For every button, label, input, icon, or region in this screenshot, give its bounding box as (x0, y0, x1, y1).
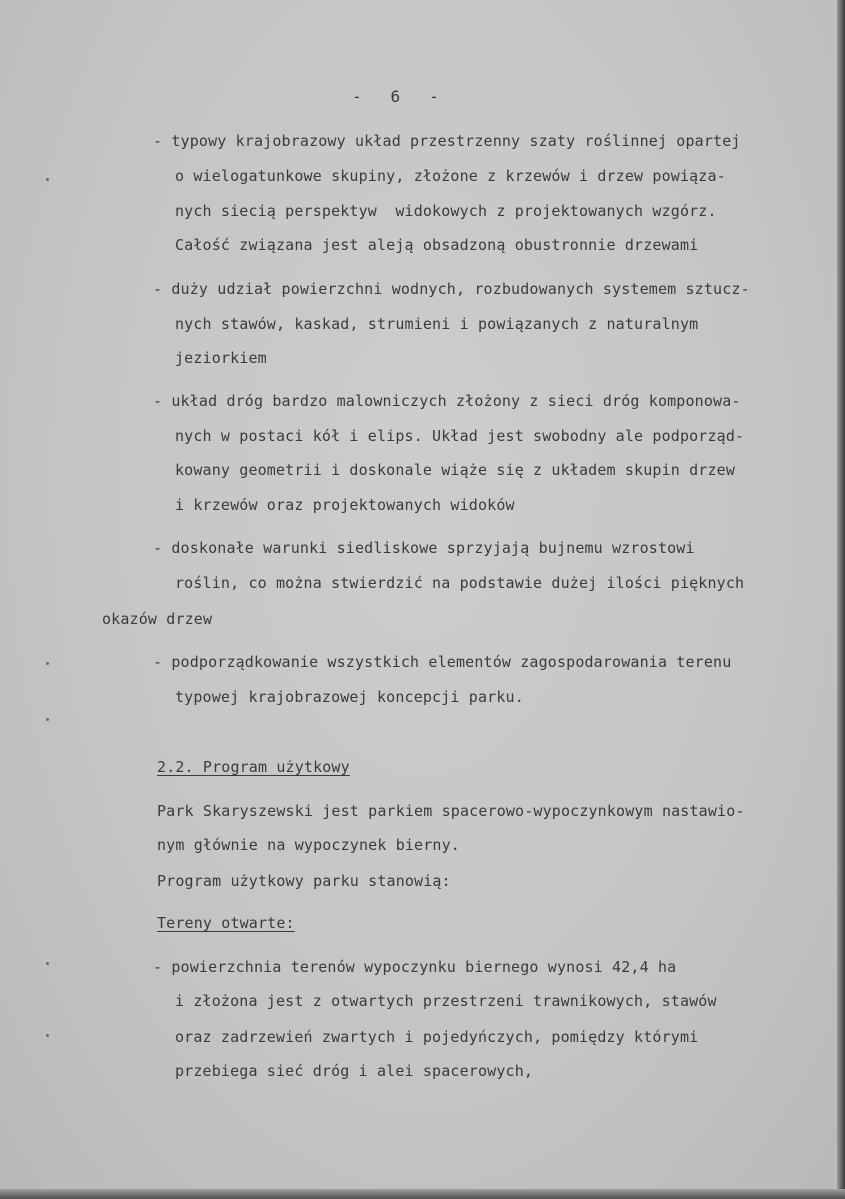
text-line: - duży udział powierzchni wodnych, rozbudowanych systemem sztucz- (153, 280, 750, 298)
text-line: - układ dróg bardzo malowniczych złożony z sieci dróg komponowa- (153, 392, 741, 410)
scan-edge-bottom (0, 1189, 845, 1199)
text-line: okazów drzew (102, 610, 213, 628)
text-line: - powierzchnia terenów wypoczynku biernego wynosi 42,4 ha (153, 958, 677, 976)
text-line: oraz zadrzewień zwartych i pojedyńczych, pomiędzy którymi (175, 1028, 699, 1046)
text-line: typowej krajobrazowej koncepcji parku. (175, 688, 524, 706)
page-number: - 6 - (352, 87, 439, 106)
section-heading: 2.2. Program użytkowy (157, 758, 350, 776)
text-line: - typowy krajobrazowy układ przestrzenny szaty roślinnej opartej (153, 132, 741, 150)
text-line: jeziorkiem (175, 349, 267, 367)
text-line: kowany geometrii i doskonale wiąże się z układem skupin drzew (175, 461, 736, 479)
margin-speck (46, 1034, 49, 1037)
text-line: i złożona jest z otwartych przestrzeni trawnikowych, stawów (175, 992, 717, 1010)
text-line: - podporządkowanie wszystkich elementów zagospodarowania terenu (153, 653, 732, 671)
subheading: Tereny otwarte: (157, 914, 295, 932)
text-line: roślin, co można stwierdzić na podstawie dużej ilości pięknych (175, 574, 745, 592)
text-line: nych siecią perspektyw widokowych z projektowanych wzgórz. (175, 202, 717, 220)
text-line: - doskonałe warunki siedliskowe sprzyjają bujnemu wzrostowi (153, 539, 695, 557)
text-line: nych w postaci kół i elips. Układ jest swobodny ale podporząd- (175, 427, 745, 445)
margin-speck (46, 962, 49, 965)
text-line: o wielogatunkowe skupiny, złożone z krzewów i drzew powiąza- (175, 167, 726, 185)
scan-edge-right (837, 0, 845, 1199)
text-line: Park Skaryszewski jest parkiem spacerowo-wypoczynkowym nastawio- (157, 802, 745, 820)
text-line: nym głównie na wypoczynek bierny. (157, 836, 460, 854)
margin-speck (46, 718, 49, 721)
text-line: i krzewów oraz projektowanych widoków (175, 496, 515, 514)
text-line: nych stawów, kaskad, strumieni i powiązanych z naturalnym (175, 315, 699, 333)
text-line: Całość związana jest aleją obsadzoną obustronnie drzewami (175, 236, 699, 254)
text-line: przebiega sieć dróg i alei spacerowych, (175, 1062, 534, 1080)
margin-speck (46, 178, 49, 181)
margin-speck (46, 662, 49, 665)
text-line: Program użytkowy parku stanowią: (157, 872, 451, 890)
